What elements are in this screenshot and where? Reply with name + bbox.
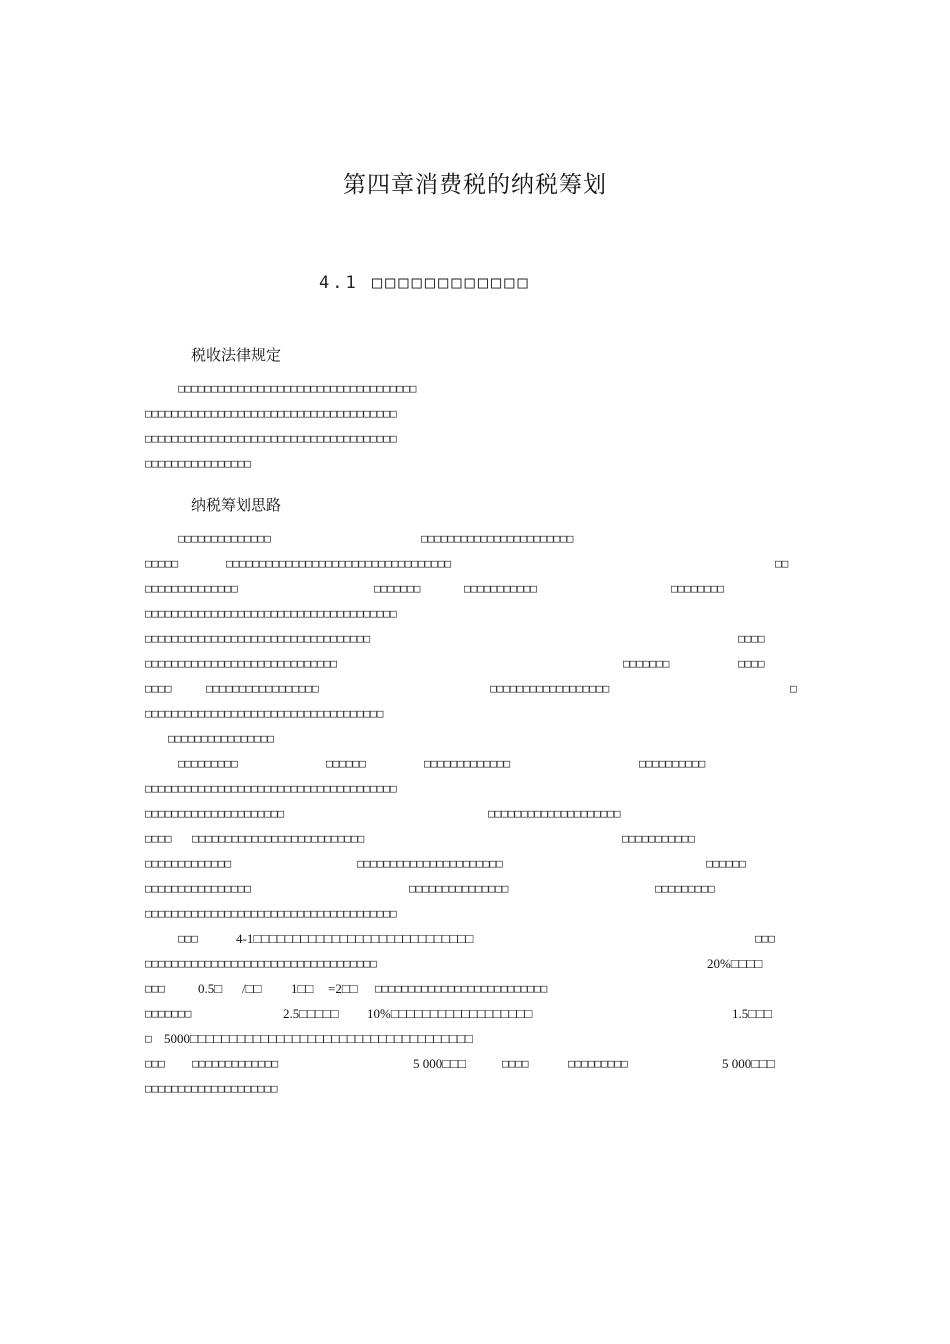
text-run: □□□□□□□□□□□□□□□□□□□□□□□□□□□□□□□□□□□□□□ [145, 782, 397, 795]
paragraph-2-line [145, 654, 805, 674]
text-run: 10%□□□□□□□□□□□□□□□□□□ [367, 1006, 533, 1021]
text-run: □□□□□□□□□□□□□□ [178, 532, 271, 545]
example-line [145, 929, 805, 949]
text-run: □□□□□□□□□□□□□□□□□□□□□□□□□□□□□□□□□□□□□□ [145, 607, 397, 620]
text-run: □□□□□□□□□□□□□□□□□□ [490, 682, 610, 695]
example-line [145, 1004, 805, 1024]
text-run: □□□□□□□□□ [178, 757, 238, 770]
text-run: □□□□□□□□□□□□□□□□□ [206, 682, 319, 695]
text-run: □□□□ [738, 657, 765, 670]
text-run: 5 000□□□ [722, 1056, 775, 1071]
text-run: □□□□□□□□□□□□□□□ [409, 882, 509, 895]
text-run: □□□□□□ [326, 757, 366, 770]
text-run: □□ [775, 557, 789, 570]
text-run: □□□□□□□□□□□□□□□□□□□□□□□□□□ [192, 832, 365, 845]
text-run: □□□□□□□□□□□□□ [192, 1057, 279, 1070]
paragraph-3-line [145, 754, 805, 774]
text-run: 1□□ [291, 981, 314, 996]
text-run: 5000□□□□□□□□□□□□□□□□□□□□□□□□□□□□□□□□□□□□ [164, 1031, 473, 1046]
text-run: □□□□□□□□□□□□□□□□□□□□□□□□□□□□□□□□□□□□ [178, 382, 417, 395]
text-run: □□□□ [738, 632, 765, 645]
example-line [145, 1079, 805, 1099]
text-run: □ [145, 1032, 152, 1045]
example-line [145, 1054, 805, 1074]
paragraph-2-line [145, 704, 805, 724]
text-run: □□□□□□□□□ [655, 882, 715, 895]
text-run: □□□□□□□□□□□□□□□□□□□□□□□□□□□□□□□□□□□□ [145, 707, 384, 720]
paragraph-2-line [145, 629, 805, 649]
paragraph-3-line [145, 829, 805, 849]
text-run: □□□□□□□□□□□□□□□□□□□□□□□□□□□□□□□□□□□□□□ [145, 907, 397, 920]
paragraph-3-line [145, 904, 805, 924]
text-run: □□□ [178, 932, 198, 945]
text-run: 1.5□□□ [732, 1006, 772, 1021]
text-run: □□□□□□□□ [671, 582, 724, 595]
paragraph-2-line [145, 554, 805, 574]
text-run: □□□□□□□ [374, 582, 421, 595]
text-run: 20%□□□□ [707, 956, 763, 971]
text-run: □□□□□□□□□□□□□□□□□□□□□□ [357, 857, 503, 870]
text-run: □□□ [755, 932, 775, 945]
text-run: 2.5□□□□□ [283, 1006, 339, 1021]
text-run: □□□□□ [145, 557, 179, 570]
text-run: □□□□□□□□□□□□□□□□□□□□ [488, 807, 621, 820]
text-run: □□□□□□□□□□□□□□□□ [145, 457, 251, 470]
text-run: □ [790, 682, 797, 695]
text-run: □□□□□□□ [145, 1007, 192, 1020]
paragraph-3-line [145, 804, 805, 824]
text-run: □□□□□□□□□□□□□□□□□□□□□□□□□□ [375, 982, 548, 995]
paragraph-3-line [145, 854, 805, 874]
text-run: □□□□ [145, 832, 172, 845]
text-run: □□□□□□□□□□□□□□□□□□□□ [145, 1082, 278, 1095]
text-run: 5 000□□□ [413, 1056, 466, 1071]
chapter-title: 第四章消费税的纳税筹划 [343, 172, 607, 198]
text-run: □□□□□□□□□□ [639, 757, 706, 770]
sub-heading-planning-ideas: 纳税筹划思路 [191, 496, 282, 514]
text-run: □□□□□□ [706, 857, 746, 870]
paragraph-1-line [145, 454, 805, 474]
example-line [145, 979, 805, 999]
text-run: =2□□ [328, 981, 358, 996]
paragraph-2-line [145, 579, 805, 599]
text-run: □□□□ [502, 1057, 529, 1070]
text-run: □□□□ [145, 682, 172, 695]
sub-heading-legal-rules: 税收法律规定 [191, 346, 282, 364]
text-run: □□□□□□□□□□□□□□□□□□□□□ [145, 807, 285, 820]
text-run: □□□□□□□□□□□□□□□□□□□□□□□□□□□□□□□□□□□□□□ [145, 432, 397, 445]
example-line [145, 954, 805, 974]
text-run: /□□ [242, 981, 262, 996]
text-run: □□□□□□□□□□□□□□ [145, 582, 238, 595]
text-run: □□□□□□□ [623, 657, 670, 670]
paragraph-3-line [145, 779, 805, 799]
text-run: □□□□□□□□□□□□□ [145, 857, 232, 870]
text-run: 4-1□□□□□□□□□□□□□□□□□□□□□□□□□□□□ [236, 931, 474, 946]
text-run: □□□ [145, 982, 165, 995]
paragraph-1-line [145, 404, 805, 424]
paragraph-2-line [145, 729, 805, 749]
text-run: □□□□□□□□□□□□□□□□ [168, 732, 274, 745]
paragraph-2-line [145, 679, 805, 699]
text-run: □□□□□□□□□□□ [622, 832, 695, 845]
text-run: 0.5□ [198, 981, 223, 996]
text-run: □□□ [145, 1057, 165, 1070]
text-run: □□□□□□□□□□□□□□□□□□□□□□□ [421, 532, 574, 545]
text-run: □□□□□□□□□□□□□ [424, 757, 511, 770]
paragraph-1-line [145, 429, 805, 449]
text-run: □□□□□□□□□□□□□□□□ [145, 882, 251, 895]
text-run: □□□□□□□□□□□ [464, 582, 537, 595]
text-run: □□□□□□□□□□□□□□□□□□□□□□□□□□□□□□□□□□ [226, 557, 452, 570]
paragraph-1-line [145, 379, 805, 399]
example-line [145, 1029, 805, 1049]
paragraph-3-line [145, 879, 805, 899]
text-run: □□□□□□□□□□□□□□□□□□□□□□□□□□□□□□□□□□ [145, 632, 371, 645]
text-run: □□□□□□□□□□□□□□□□□□□□□□□□□□□□□□□□□□□□□□ [145, 407, 397, 420]
text-run: □□□□□□□□□□□□□□□□□□□□□□□□□□□□□ [145, 657, 338, 670]
text-run: □□□□□□□□□□□□□□□□□□□□□□□□□□□□□□□□□□□ [145, 957, 377, 970]
paragraph-2-line [145, 529, 805, 549]
section-heading: 4.1 □□□□□□□□□□□□ [319, 273, 531, 293]
text-run: □□□□□□□□□ [568, 1057, 628, 1070]
paragraph-2-line [145, 604, 805, 624]
